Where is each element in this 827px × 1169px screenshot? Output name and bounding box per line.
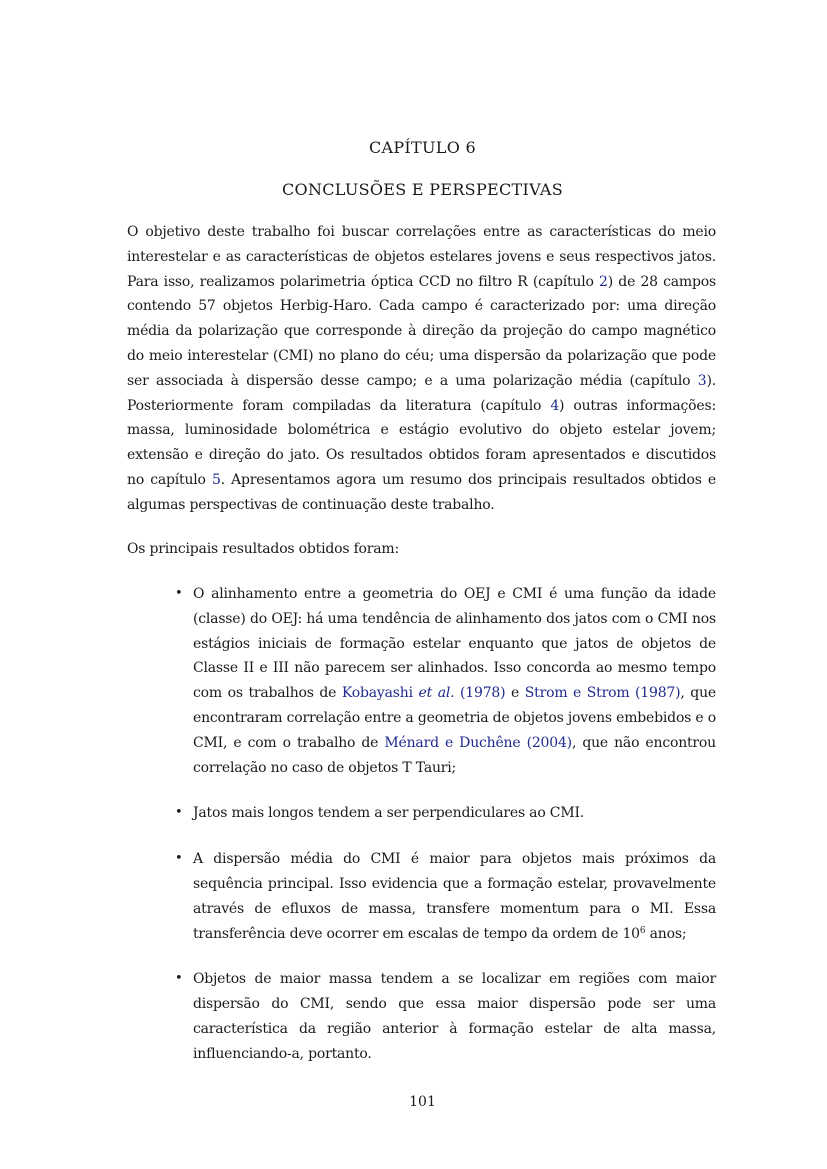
intro-text-2: ) de 28 campos contendo 57 objetos Herbig-Haro. Cada campo é caracterizado por: uma direção média da polarização que corresponde à direção da projeção do campo magnético do meio interestelar (CMI) no plano do céu; uma dispersão da polarização que pode ser associada à dispersão desse campo; e a uma polarização média (capítulo xyxy=(127,273,716,389)
intro-text-1: O objetivo deste trabalho foi buscar correlações entre as características do meio interestelar e as características de objetos estelares jovens e seus respectivos jatos. Para isso, realizamos polarimetria óptica CCD no filtro R (capítulo xyxy=(127,224,716,290)
kobayashi-citation-link[interactable] xyxy=(342,685,505,701)
bullet-icon: • xyxy=(175,971,183,987)
intro-text-3: ). Posteriormente foram compiladas da literatura (capítulo xyxy=(127,372,716,414)
chapter-5-link[interactable]: 5 xyxy=(211,471,221,488)
item1-text-4: , que não encontrou correlação no caso de objetos T Tauri; xyxy=(193,734,716,776)
intro-text-5: . Apresentamos agora um resumo dos principais resultados obtidos e algumas perspectivas de continuação deste trabalho. xyxy=(127,471,716,513)
results-list xyxy=(175,582,716,1088)
list-item xyxy=(175,582,716,780)
exponent: 6 xyxy=(639,925,646,936)
kobayashi-author: Kobayashi xyxy=(341,685,413,702)
item2-text: Jatos mais longos tendem a ser perpendiculares ao CMI. xyxy=(193,805,585,822)
chapter-title: CONCLUSÕES E PERSPECTIVAS xyxy=(281,180,564,199)
item1-text-3: , que encontraram correlação entre a geometria de objetos jovens embebidos e o CMI, e com o trabalho de xyxy=(193,685,716,751)
bullet-icon: • xyxy=(175,805,183,821)
strom-citation-link[interactable]: Strom e Strom (1987) xyxy=(524,685,681,702)
item3-text-1: A dispersão média do CMI é maior para objetos mais próximos da sequência principal. Isso evidencia que a formação estelar, provavelmente através de efluxos de massa, transfere momentum para o MI. Essa transferência deve ocorrer em escalas de tempo da ordem de 10 xyxy=(193,851,716,942)
intro-text-4: ) outras informações: massa, luminosidade bolométrica e estágio evolutivo do objeto estelar jovem; extensão e direção do jato. Os resultados obtidos foram apresentados e discutidos no capítulo xyxy=(127,397,716,488)
item3-text-2: anos; xyxy=(645,925,687,942)
results-lead: Os principais resultados obtidos foram: xyxy=(127,541,400,557)
item4-text: Objetos de maior massa tendem a se localizar em regiões com maior dispersão do CMI, sendo que essa maior dispersão pode ser uma característica da região anterior à formação estelar de alta massa, influenciando-a, portanto. xyxy=(193,971,716,1062)
item1-text-2: e xyxy=(505,685,525,702)
kobayashi-year: (1978) xyxy=(460,685,506,702)
item1-text-1: O alinhamento entre a geometria do OEJ e CMI é uma função da idade (classe) do OEJ: há uma tendência de alinhamento dos jatos com o CMI nos estágios iniciais de formação estelar enquanto que jatos de objetos de Classe II e III não parecem ser alinhados. Isso concorda ao mesmo tempo com os trabalhos de xyxy=(193,586,716,702)
bullet-icon: • xyxy=(175,586,183,601)
chapter-3-link[interactable]: 3 xyxy=(697,372,707,389)
list-item xyxy=(175,847,716,946)
list-item xyxy=(175,801,716,826)
bullet-icon: • xyxy=(175,851,183,867)
chapter-number: CAPÍTULO 6 xyxy=(368,138,477,157)
list-item xyxy=(175,967,716,1066)
chapter-2-link[interactable]: 2 xyxy=(599,273,608,290)
kobayashi-etal: et al. xyxy=(418,685,455,702)
page-number: 101 xyxy=(409,1094,436,1110)
menard-citation-link[interactable]: Ménard e Duchêne (2004) xyxy=(384,734,572,751)
intro-paragraph xyxy=(127,220,716,518)
chapter-4-link[interactable]: 4 xyxy=(550,397,560,414)
